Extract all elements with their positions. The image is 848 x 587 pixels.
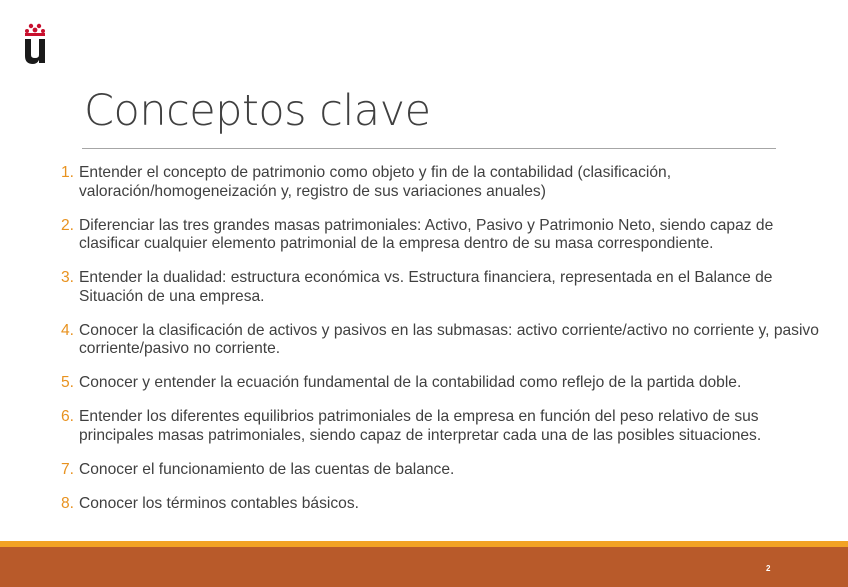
item-number: 3.	[60, 269, 74, 286]
slide-title: Conceptos clave	[84, 86, 431, 136]
page-number: 2	[766, 564, 771, 573]
list-item	[52, 217, 832, 254]
item-text: Diferenciar las tres grandes masas patrimoniales: Activo, Pasivo y Patrimonio Neto, siendo capaz de clasificar cualquier elemento patrimonial de la empresa dentro de su masa correspondiente.	[79, 216, 774, 252]
item-number: 1.	[60, 164, 74, 181]
item-number: 6.	[60, 408, 74, 425]
key-concepts-list	[52, 164, 832, 529]
item-number: 2.	[60, 216, 74, 234]
title-divider	[82, 148, 776, 149]
item-text: Conocer la clasificación de activos y pasivos en las submasas: activo corriente/activo no corriente y, pasivo corriente/pasivo no corriente.	[79, 321, 819, 357]
item-text: Entender la dualidad: estructura económica vs. Estructura financiera, representada en el Balance de Situación de una empresa.	[79, 269, 773, 305]
item-number: 5.	[60, 374, 74, 391]
item-text: Conocer los términos contables básicos.	[79, 494, 359, 512]
item-text: Conocer y entender la ecuación fundamental de la contabilidad como reflejo de la partida doble.	[79, 374, 742, 391]
item-text: Conocer el funcionamiento de las cuentas de balance.	[79, 460, 455, 478]
list-item	[52, 374, 832, 393]
list-item	[52, 461, 832, 480]
list-item	[52, 322, 832, 359]
list-item	[52, 495, 832, 514]
item-number: 4.	[60, 321, 74, 339]
university-logo-icon	[22, 22, 48, 64]
list-item	[52, 408, 832, 445]
item-number: 7.	[60, 460, 74, 478]
item-number: 8.	[60, 494, 74, 512]
item-text: Entender los diferentes equilibrios patrimoniales de la empresa en función del peso relativo de sus principales masas patrimoniales, siendo capaz de interpretar cada una de las posibles situaciones.	[79, 408, 762, 444]
footer-band	[0, 547, 848, 587]
list-item	[52, 269, 832, 306]
list-item	[52, 164, 832, 201]
item-text: Entender el concepto de patrimonio como objeto y fin de la contabilidad (clasificación, valoración/homogeneización y, registro de sus variaciones anuales)	[79, 164, 672, 200]
